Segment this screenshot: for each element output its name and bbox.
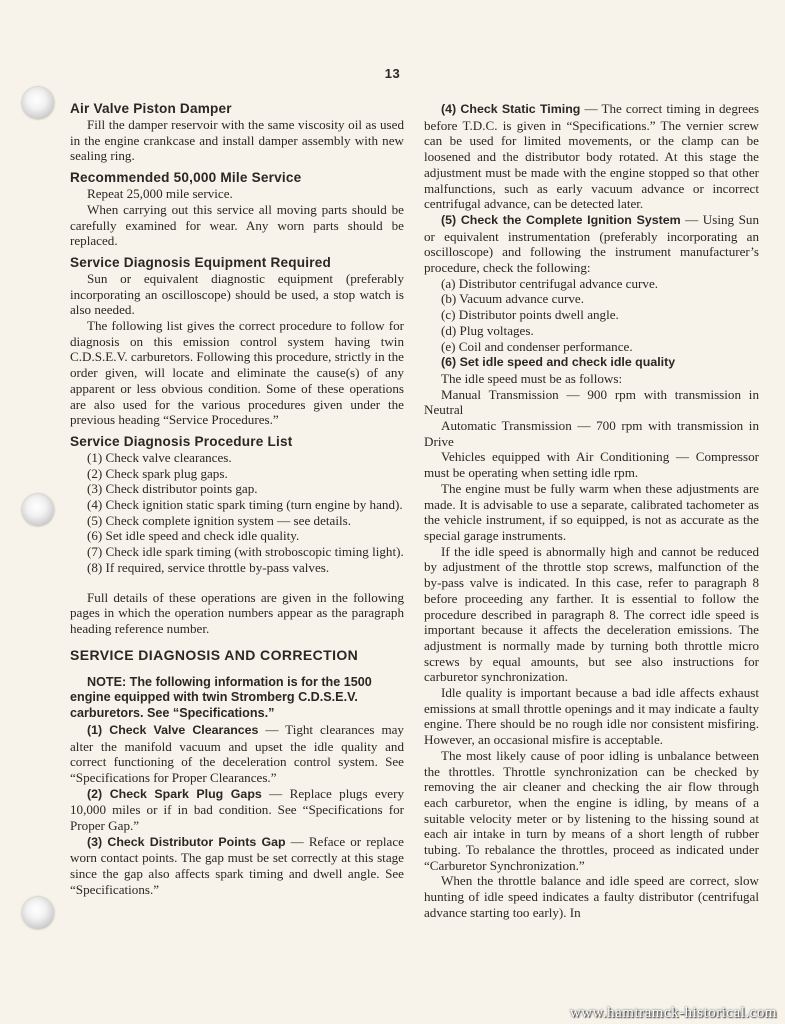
paragraph-check-static-timing: [424, 101, 759, 212]
paragraph: Fill the damper reservoir with the same viscosity oil as used in the engine crankcase and install damper assembly with new sealing ring.: [70, 117, 404, 164]
heading-diagnosis-equipment: Service Diagnosis Equipment Required: [70, 254, 332, 270]
run-in-heading: (6) Set idle speed and check idle quality: [441, 355, 676, 370]
list-item: (6) Set idle speed and check idle quality.: [87, 528, 300, 544]
list-item: (2) Check spark plug gaps.: [87, 465, 228, 481]
heading-service-diagnosis-and-correction: SERVICE DIAGNOSIS AND CORRECTION: [70, 646, 359, 663]
paragraph-text: — Tight clearances may alter the manifold vacuum and upset the idle quality and correct functioning of the deceleration control system. See “Specifications for Proper Clearances.”: [70, 721, 404, 785]
paragraph-check-ignition-system: [424, 212, 759, 276]
watermark: www.hamtramck-historical.com: [569, 1005, 777, 1021]
note: NOTE: The following information is for the 1500 engine equipped with twin Stromberg C.D.S.E.V. carburetors. See “Specifications.”: [70, 674, 372, 721]
punch-hole-middle: [22, 494, 54, 526]
paragraph: Sun or equivalent diagnostic equipment (preferably incorporating an oscilloscope) should be used, a stop watch is also needed.: [70, 270, 404, 318]
run-in-heading: (2) Check Spark Plug Gaps: [87, 786, 262, 801]
left-column: [70, 101, 404, 898]
check-item: (d) Plug voltages.: [441, 322, 534, 338]
paragraph: Automatic Transmission — 700 rpm with transmission in Drive: [424, 418, 759, 449]
paragraph-text: — Replace plugs every 10,000 miles or if in bad condition. See “Specifications for Proper Gap.”: [70, 785, 404, 834]
check-item: (e) Coil and condenser performance.: [441, 338, 633, 354]
paragraph-check-spark-plug-gaps: [70, 786, 404, 834]
paragraph: The following list gives the correct procedure to follow for diagnosis on this emission control system having twin C.D.S.E.V. carburetors. Following this procedure, strictly in the order given, will locate and eliminate the cause(s) of any apparent or less obvious condition. Some of these operations are also used for the various procedures given under the previous heading “Service Procedures.”: [70, 318, 404, 428]
list-item: (7) Check idle spark timing (with stroboscopic timing light).: [87, 544, 404, 560]
paragraph: If the idle speed is abnormally high and cannot be reduced by adjustment of the throttle stop screws, malfunction of the by-pass valve is indicated. In this case, refer to paragraph 8 before proceeding any farther. It is essential to follow the procedure described in paragraph 8. The correct idle speed is important because it affects the deceleration emissions. The adjustment is normally made by turning both throttle micro screws by equal amounts, but see also instructions for carburetor synchronization.: [424, 543, 759, 685]
paragraph-text: — Reface or replace worn contact points. The gap must be set correctly at this stage since the gap also affects spark timing and dwell angle. See “Specifications.”: [70, 833, 404, 897]
paragraph: Full details of these operations are given in the following pages in which the operation numbers appear as the paragraph heading reference number.: [70, 589, 404, 636]
paragraph: When the throttle balance and idle speed are correct, slow hunting of idle speed indicates a faulty distributor (centrifugal advance starting too early). In: [424, 873, 759, 920]
right-column: [424, 101, 759, 921]
paragraph: When carrying out this service all moving parts should be carefully examined for wear. Any worn parts should be replaced.: [70, 201, 404, 249]
paragraph-text: — The correct timing in degrees before T.D.C. is given in “Specifications.” The vernier screw can be used for limited movements, or the clamp can be loosened and the distributor body rotated. At this stage the adjustment must be made with the engine stopped so that other malfunctions, such as early vacuum advance or incorrect centrifugal advance, can be detected later.: [424, 101, 759, 212]
paragraph: Manual Transmission — 900 rpm with transmission in Neutral: [424, 386, 759, 418]
run-in-heading: (4) Check Static Timing: [441, 102, 581, 116]
heading-air-valve-piston-damper: Air Valve Piston Damper: [70, 101, 232, 116]
list-item: (4) Check ignition static spark timing (turn engine by hand).: [87, 497, 403, 513]
check-item: (a) Distributor centrifugal advance curve.: [441, 275, 659, 291]
check-item: (c) Distributor points dwell angle.: [441, 307, 619, 323]
punch-hole-bottom: [22, 897, 54, 929]
paragraph: The idle speed must be as follows:: [441, 370, 623, 386]
heading-diagnosis-procedure-list: Service Diagnosis Procedure List: [70, 433, 293, 449]
list-item: (5) Check complete ignition system — see details.: [87, 512, 351, 528]
check-item: (b) Vacuum advance curve.: [441, 291, 584, 307]
punch-hole-top: [22, 87, 54, 119]
paragraph-text: — Using Sun or equivalent instrumentation (preferably incorporating an oscilloscope) and following the instrument manufacturer’s procedure, check the following:: [424, 211, 759, 276]
paragraph: Vehicles equipped with Air Conditioning — Compressor must be operating when setting idle rpm.: [424, 449, 759, 481]
paragraph-check-valve-clearances: [70, 722, 404, 786]
run-in-heading: (1) Check Valve Clearances: [87, 722, 259, 737]
run-in-heading: (3) Check Distributor Points Gap: [87, 834, 286, 849]
paragraph-set-idle-speed: [424, 354, 759, 371]
heading-50000-mile-service: Recommended 50,000 Mile Service: [70, 170, 302, 186]
paragraph: Idle quality is important because a bad idle affects exhaust emissions at small throttle openings and it may indicate a faulty engine. There should be no rough idle nor consistent misfiring. However, an occasional misfire is acceptable.: [424, 685, 759, 748]
list-item: (3) Check distributor points gap.: [87, 481, 258, 497]
paragraph: Repeat 25,000 mile service.: [87, 186, 233, 202]
paragraph: The most likely cause of poor idling is unbalance between the throttles. Throttle synchronization can be checked by removing the air cleaner and checking the air flow through each carburetor, when the engine is idling, by means of a suitable velocity meter or by listening to the hissing sound at each air intake in turn by means of a short length of rubber tubing. To rebalance the throttles, proceed as indicated under “Carburetor Synchronization.”: [424, 747, 759, 873]
run-in-heading: (5) Check the Complete Ignition System: [441, 212, 681, 227]
paragraph-check-distributor-points-gap: [70, 834, 404, 898]
page-number: 13: [384, 66, 401, 81]
list-item: (8) If required, service throttle by-pass valves.: [87, 559, 330, 575]
paragraph: The engine must be fully warm when these adjustments are made. It is advisable to use a separate, calibrated tachometer as the vehicle instrument, if so equipped, is not as accurate as the special garage instruments.: [424, 480, 759, 543]
list-item: (1) Check valve clearances.: [87, 449, 232, 465]
